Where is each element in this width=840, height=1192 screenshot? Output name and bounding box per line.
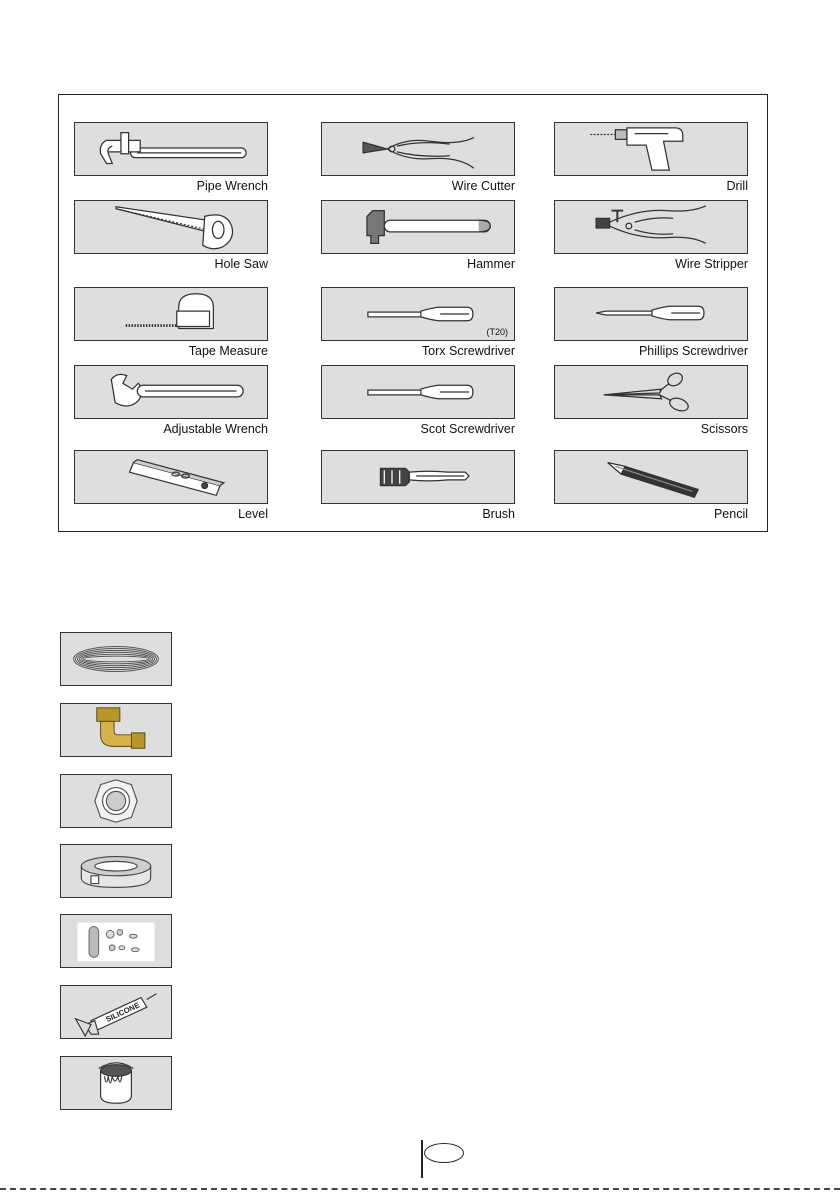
page-separator	[421, 1140, 423, 1178]
language-badge	[424, 1143, 464, 1163]
elbow-fitting-icon	[60, 703, 172, 757]
tape-roll-icon	[60, 844, 172, 898]
tool-scot-screwdriver	[321, 365, 515, 436]
tool-wire-stripper	[554, 200, 748, 271]
tool-torx-screwdriver	[321, 287, 515, 358]
tool-label: Hole Saw	[214, 257, 268, 271]
wire-cutter-icon	[321, 122, 515, 176]
tool-label: Brush	[482, 507, 515, 521]
coiled-hose-icon	[60, 632, 172, 686]
tool-brush	[321, 450, 515, 521]
silicone-text: SILICONE	[104, 1000, 142, 1024]
tool-adjustable-wrench	[74, 365, 268, 436]
brush-icon	[321, 450, 515, 504]
torx-size-note: (T20)	[486, 327, 508, 337]
wire-stripper-icon	[554, 200, 748, 254]
tool-tape-measure	[74, 287, 268, 358]
scot-screwdriver-icon	[321, 365, 515, 419]
tape-measure-icon	[74, 287, 268, 341]
pipe-wrench-icon	[74, 122, 268, 176]
tool-label: Adjustable Wrench	[163, 422, 268, 436]
tool-drill	[554, 122, 748, 193]
tool-label: Torx Screwdriver	[421, 344, 515, 358]
tool-wire-cutter	[321, 122, 515, 193]
tool-label: Drill	[726, 179, 748, 193]
tool-label: Hammer	[467, 257, 515, 271]
tool-hammer	[321, 200, 515, 271]
drill-icon	[554, 122, 748, 176]
pencil-icon	[554, 450, 748, 504]
bottom-rule	[0, 1188, 840, 1190]
paint-can-icon	[60, 1056, 172, 1110]
scissors-icon	[554, 365, 748, 419]
hammer-icon	[321, 200, 515, 254]
hole-saw-icon	[74, 200, 268, 254]
level-icon	[74, 450, 268, 504]
tool-pipe-wrench	[74, 122, 268, 193]
tool-label: Tape Measure	[188, 344, 268, 358]
lock-nut-icon	[60, 774, 172, 828]
tool-label: Scot Screwdriver	[420, 422, 515, 436]
tool-hole-saw	[74, 200, 268, 271]
silicone-gun-icon	[60, 985, 172, 1039]
tool-scissors	[554, 365, 748, 436]
tool-label: Pipe Wrench	[196, 179, 268, 193]
tool-label: Pencil	[713, 507, 748, 521]
tool-label: Phillips Screwdriver	[638, 344, 748, 358]
phillips-screwdriver-icon	[554, 287, 748, 341]
tool-label: Wire Stripper	[675, 257, 748, 271]
tool-pencil	[554, 450, 748, 521]
tool-phillips-screwdriver	[554, 287, 748, 358]
adjustable-wrench-icon	[74, 365, 268, 419]
torx-screwdriver-icon	[321, 287, 515, 341]
mounting-hardware-icon	[60, 914, 172, 968]
tool-label: Level	[238, 507, 268, 521]
tools-box	[58, 94, 768, 532]
tool-label: Wire Cutter	[451, 179, 515, 193]
tool-level	[74, 450, 268, 521]
tool-label: Scissors	[700, 422, 748, 436]
